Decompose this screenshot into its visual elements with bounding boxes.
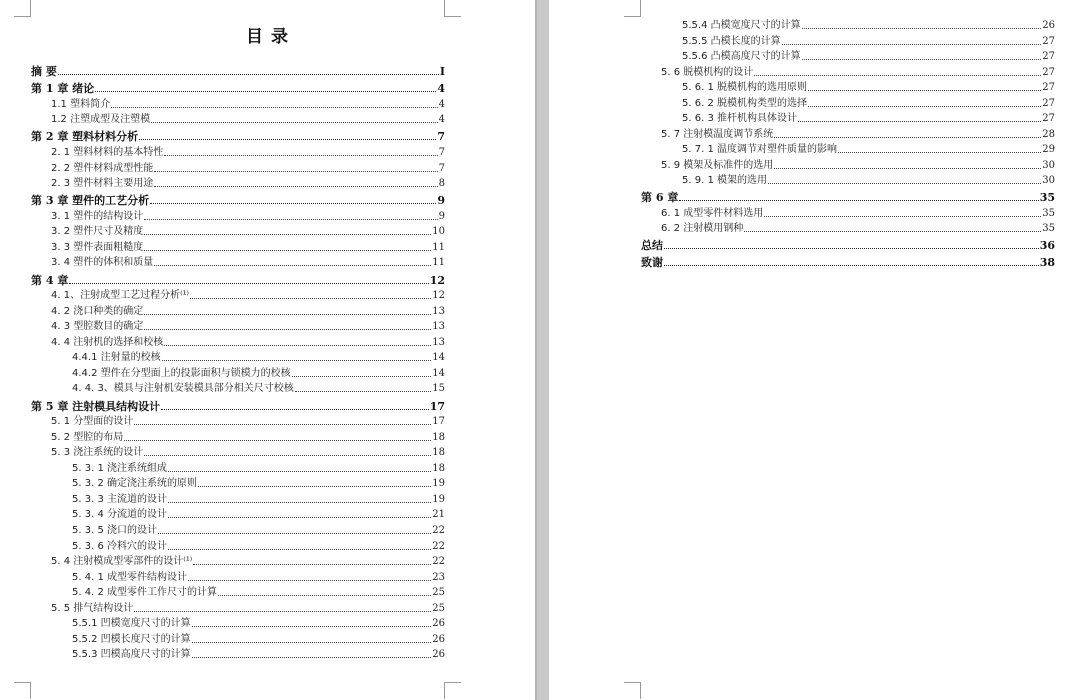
toc-entry-title: 4. 4. 3、模具与注射机安装模具部分相关尺寸校核 xyxy=(72,383,294,395)
toc-entry-title: 5. 1 分型面的设计 xyxy=(51,416,134,428)
toc-entry[interactable] xyxy=(641,255,1055,270)
toc-leader-dots xyxy=(161,408,429,410)
toc-page-number: 12 xyxy=(429,273,445,287)
toc-leader-dots xyxy=(168,548,431,550)
toc-leader-dots xyxy=(292,375,432,377)
toc-page-number: 7 xyxy=(438,162,445,174)
toc-entry[interactable] xyxy=(682,142,1055,157)
crop-mark-bottom-left xyxy=(624,682,641,699)
toc-entry[interactable] xyxy=(51,224,445,239)
toc-page-number: 7 xyxy=(438,146,445,158)
toc-leader-dots xyxy=(150,202,436,204)
toc-entry-title: 第 5 章 注射模具结构设计 xyxy=(31,399,161,413)
toc-leader-dots xyxy=(154,264,431,266)
toc-leader-dots xyxy=(154,170,437,172)
toc-page-number: 7 xyxy=(437,130,445,144)
toc-entry-title: 1.2 注塑成型及注塑模 xyxy=(51,114,151,126)
toc-entry-title: 2. 3 塑件材料主要用途 xyxy=(51,178,154,190)
toc-entry[interactable] xyxy=(31,273,445,288)
toc-entry[interactable] xyxy=(51,304,445,319)
toc-page-number: 35 xyxy=(1042,223,1055,235)
toc-entry-title: 5. 3 浇注系统的设计 xyxy=(51,447,144,459)
toc-leader-dots xyxy=(144,313,431,315)
toc-leader-dots xyxy=(144,328,431,330)
toc-leader-dots xyxy=(111,106,438,108)
toc-page-number: 30 xyxy=(1042,159,1055,171)
toc-entry-title: 第 2 章 塑料材料分析 xyxy=(31,130,139,144)
toc-leader-dots xyxy=(679,199,1038,201)
toc-entry[interactable] xyxy=(51,319,445,334)
toc-page-number: 12 xyxy=(432,290,445,302)
toc-leader-dots xyxy=(802,27,1042,29)
toc-page-number: 19 xyxy=(432,478,445,490)
toc-entry[interactable] xyxy=(72,616,445,631)
toc-page-number: 23 xyxy=(432,571,445,583)
toc-leader-dots xyxy=(69,282,428,284)
toc-entry[interactable] xyxy=(682,173,1055,188)
toc-entry[interactable] xyxy=(72,632,445,647)
toc-leader-dots xyxy=(164,344,431,346)
toc-entry-title: 5. 6. 2 脱模机构类型的选择 xyxy=(682,97,807,109)
toc-leader-dots xyxy=(168,516,431,518)
toc-entry-title: 总结 xyxy=(641,239,663,253)
toc-page-number: 38 xyxy=(1039,256,1055,270)
toc-leader-dots xyxy=(744,230,1041,232)
toc-entry[interactable] xyxy=(51,145,445,160)
toc-entry-title: 5. 9. 1 模架的选用 xyxy=(682,175,767,186)
toc-page-number: 19 xyxy=(432,493,445,505)
toc-entry[interactable] xyxy=(661,206,1055,221)
toc-entry-title: 5. 9 模架及标准件的选用 xyxy=(661,159,774,171)
toc-entry[interactable] xyxy=(51,430,445,445)
toc-page-number: 4 xyxy=(438,114,445,126)
toc-page-number: 11 xyxy=(432,241,445,253)
toc-leader-dots xyxy=(768,182,1041,184)
toc-page-number: 25 xyxy=(432,602,445,614)
toc-leader-dots xyxy=(158,532,431,534)
toc-entry-title: 5. 6. 1 脱模机构的选用原则 xyxy=(682,82,807,93)
toc-leader-dots xyxy=(798,120,1041,122)
crop-mark-top-left xyxy=(624,0,641,17)
toc-entry-title: 2. 1 塑料材料的基本特性 xyxy=(51,146,164,158)
toc-leader-dots xyxy=(802,58,1042,60)
toc-entry-title: 6. 1 成型零件材料选用 xyxy=(661,207,764,219)
toc-page-number: 18 xyxy=(432,447,445,459)
toc-leader-dots xyxy=(144,454,431,456)
toc-entry-title: 5. 7. 1 温度调节对塑件质量的影响 xyxy=(682,144,837,155)
toc-entry-title: 5.5.3 凹模高度尺寸的计算 xyxy=(72,649,191,661)
toc-entry[interactable] xyxy=(51,288,445,303)
toc-entry[interactable] xyxy=(72,539,445,554)
toc-entry-title: 5. 3. 3 主流道的设计 xyxy=(72,493,167,505)
toc-entry[interactable] xyxy=(661,127,1055,142)
toc-page-number: 17 xyxy=(432,416,445,428)
toc-page-number: 9 xyxy=(438,210,445,222)
toc-entry-title: 4. 4 注射机的选择和校核 xyxy=(51,336,164,348)
toc-leader-dots xyxy=(754,74,1041,76)
toc-leader-dots xyxy=(58,73,439,75)
toc-entry-title: 3. 1 塑件的结构设计 xyxy=(51,210,144,222)
toc-leader-dots xyxy=(144,233,431,235)
toc-page-number: 25 xyxy=(432,587,445,599)
toc-entry-title: 4. 1、注射成型工艺过程分析⁽¹⁾ xyxy=(51,290,190,302)
toc-entry-title: 4.4.1 注射量的校核 xyxy=(72,352,161,364)
toc-entry-title: 第 1 章 绪论 xyxy=(31,82,95,96)
toc-page-number: 27 xyxy=(1042,97,1055,109)
toc-entry-title: 第 6 章 xyxy=(641,191,679,205)
toc-entry[interactable] xyxy=(51,176,445,191)
toc-entry-title: 3. 3 塑件表面粗糙度 xyxy=(51,241,144,253)
toc-entry[interactable] xyxy=(72,366,445,381)
toc-entry[interactable] xyxy=(682,111,1055,126)
toc-entry-title: 4. 3 型腔数目的确定 xyxy=(51,321,144,333)
toc-entry-title: 摘 要 xyxy=(31,65,57,78)
page-gutter xyxy=(535,0,549,700)
toc-entry[interactable] xyxy=(72,523,445,538)
toc-page-number: 27 xyxy=(1042,82,1055,93)
toc-entry[interactable] xyxy=(51,601,445,616)
toc-leader-dots xyxy=(774,136,1041,138)
toc-entry[interactable] xyxy=(682,80,1055,95)
toc-page-number: 13 xyxy=(432,321,445,333)
toc-entry[interactable] xyxy=(51,335,445,350)
toc-leader-dots xyxy=(774,167,1041,169)
toc-leader-dots xyxy=(144,249,431,251)
toc-entry-title: 5. 7 注射模温度调节系统 xyxy=(661,128,774,140)
toc-page-number: 26 xyxy=(432,649,445,661)
toc-page-number: 4 xyxy=(437,82,445,96)
toc-entry[interactable] xyxy=(51,209,445,224)
toc-page-number: 27 xyxy=(1042,51,1055,62)
toc-page-number: 14 xyxy=(432,352,445,364)
toc-leader-dots xyxy=(198,485,431,487)
toc-leader-dots xyxy=(192,641,432,643)
toc-page-number: 29 xyxy=(1042,144,1055,155)
toc-leader-dots xyxy=(139,138,436,140)
toc-entry-title: 1.1 塑料简介 xyxy=(51,98,111,110)
toc-entry[interactable] xyxy=(72,461,445,476)
toc-entry[interactable] xyxy=(641,238,1055,253)
toc-entry[interactable] xyxy=(72,492,445,507)
toc-leader-dots xyxy=(162,359,432,361)
toc-page-number: 11 xyxy=(432,257,445,269)
toc-entry-title: 5. 4. 2 成型零件工作尺寸的计算 xyxy=(72,587,217,599)
crop-mark-top-left xyxy=(14,0,31,17)
toc-entry-title: 5. 3. 6 冷料穴的设计 xyxy=(72,540,167,552)
document-page-right xyxy=(549,0,1066,700)
toc-page-number: 27 xyxy=(1042,113,1055,124)
toc-entry-title: 5.5.5 凸模长度的计算 xyxy=(682,35,781,47)
toc-leader-dots xyxy=(144,218,437,220)
toc-page-number: 22 xyxy=(432,556,445,568)
toc-entry[interactable] xyxy=(51,97,445,112)
toc-entry[interactable] xyxy=(31,81,445,96)
toc-entry[interactable] xyxy=(51,414,445,429)
toc-entry-title: 5. 3. 1 浇注系统组成 xyxy=(72,462,167,474)
toc-entry-title: 4. 2 浇口种类的确定 xyxy=(51,305,144,317)
toc-entry[interactable] xyxy=(72,585,445,600)
toc-entry[interactable] xyxy=(682,34,1055,49)
toc-page-number: 21 xyxy=(432,509,445,521)
crop-mark-bottom-left xyxy=(14,682,31,699)
toc-entry-title: 5. 5 排气结构设计 xyxy=(51,602,134,614)
toc-page-number: 26 xyxy=(432,618,445,630)
toc-leader-dots xyxy=(134,610,431,612)
toc-entry[interactable] xyxy=(661,221,1055,236)
toc-entry[interactable] xyxy=(682,18,1055,33)
toc-entry[interactable] xyxy=(31,129,445,144)
toc-entry[interactable] xyxy=(641,190,1055,205)
toc-leader-dots xyxy=(192,625,432,627)
toc-leader-dots xyxy=(808,89,1041,91)
toc-entry[interactable] xyxy=(661,65,1055,80)
toc-entry[interactable] xyxy=(51,554,445,569)
toc-page-number: 18 xyxy=(432,431,445,443)
toc-entry[interactable] xyxy=(72,476,445,491)
toc-entry-title: 5.5.1 凹模宽度尺寸的计算 xyxy=(72,618,191,630)
toc-leader-dots xyxy=(764,215,1041,217)
toc-entry-title: 5. 3. 4 分流道的设计 xyxy=(72,509,167,521)
toc-page-number: 22 xyxy=(432,540,445,552)
toc-page-number: 9 xyxy=(437,194,445,208)
toc-page-number: 4 xyxy=(438,98,445,110)
toc-entry-title: 致谢 xyxy=(641,256,663,270)
toc-page-number: 8 xyxy=(438,178,445,190)
toc-leader-dots xyxy=(95,90,436,92)
toc-page-number: 27 xyxy=(1042,35,1055,47)
toc-entry-title: 3. 2 塑件尺寸及精度 xyxy=(51,226,144,238)
toc-leader-dots xyxy=(218,594,431,596)
toc-entry-title: 5. 6 脱模机构的设计 xyxy=(661,66,754,78)
toc-page-number: 36 xyxy=(1039,239,1055,253)
toc-entry[interactable] xyxy=(72,570,445,585)
toc-entry[interactable] xyxy=(72,381,445,396)
toc-entry[interactable] xyxy=(51,112,445,127)
toc-page-number: 35 xyxy=(1042,207,1055,219)
toc-entry[interactable] xyxy=(661,158,1055,173)
toc-leader-dots xyxy=(188,579,431,581)
toc-leader-dots xyxy=(164,154,437,156)
toc-page-number: 26 xyxy=(1042,20,1055,31)
toc-title: 目 录 xyxy=(246,27,289,47)
toc-leader-dots xyxy=(154,185,437,187)
crop-mark-bottom-right xyxy=(444,682,461,699)
toc-page-number: 13 xyxy=(432,336,445,348)
toc-leader-dots xyxy=(168,470,431,472)
toc-leader-dots xyxy=(192,656,432,658)
toc-leader-dots xyxy=(664,247,1039,249)
toc-page-number: 17 xyxy=(429,399,445,413)
toc-entry-title: 5.5.4 凸模宽度尺寸的计算 xyxy=(682,20,801,31)
toc-entry-title: 5. 2 型腔的布局 xyxy=(51,431,124,443)
toc-leader-dots xyxy=(664,264,1039,266)
toc-entry[interactable] xyxy=(31,193,445,208)
toc-leader-dots xyxy=(134,423,431,425)
toc-entry[interactable] xyxy=(51,240,445,255)
toc-entry[interactable] xyxy=(51,255,445,270)
toc-entry-title: 5.5.2 凹模长度尺寸的计算 xyxy=(72,633,191,645)
toc-page-number: I xyxy=(439,65,445,78)
toc-entry-title: 3. 4 塑件的体积和质量 xyxy=(51,257,154,269)
toc-page-number: 30 xyxy=(1042,175,1055,186)
toc-entry[interactable] xyxy=(72,507,445,522)
toc-entry-title: 5. 4 注射模成型零部件的设计⁽¹⁾ xyxy=(51,556,193,568)
toc-page-number: 27 xyxy=(1042,66,1055,78)
crop-mark-top-right xyxy=(444,0,461,17)
toc-leader-dots xyxy=(295,390,431,392)
toc-leader-dots xyxy=(151,121,438,123)
toc-entry-title: 5. 3. 2 确定浇注系统的原则 xyxy=(72,478,197,490)
toc-entry-title: 6. 2 注射模用钢种 xyxy=(661,223,744,235)
toc-entry-title: 5.5.6 凸模高度尺寸的计算 xyxy=(682,51,801,62)
toc-entry[interactable] xyxy=(682,49,1055,64)
toc-page-number: 28 xyxy=(1042,128,1055,140)
toc-page-number: 35 xyxy=(1039,191,1055,205)
toc-entry[interactable] xyxy=(51,445,445,460)
toc-page-number: 15 xyxy=(432,383,445,395)
toc-page-number: 14 xyxy=(432,367,445,379)
toc-entry-title: 第 3 章 塑件的工艺分析 xyxy=(31,194,150,208)
toc-leader-dots xyxy=(190,297,431,299)
toc-page-number: 22 xyxy=(432,524,445,536)
toc-entry[interactable] xyxy=(72,647,445,662)
toc-entry-title: 2. 2 塑件材料成型性能 xyxy=(51,162,154,174)
toc-entry[interactable] xyxy=(682,96,1055,111)
toc-page-number: 13 xyxy=(432,305,445,317)
toc-entry-title: 4.4.2 塑件在分型面上的投影面积与锁模力的校核 xyxy=(72,367,291,379)
toc-page-number: 26 xyxy=(432,633,445,645)
toc-leader-dots xyxy=(168,501,431,503)
toc-leader-dots xyxy=(124,439,431,441)
toc-leader-dots xyxy=(193,563,431,565)
toc-leader-dots xyxy=(838,151,1041,153)
toc-entry[interactable] xyxy=(51,161,445,176)
toc-entry[interactable] xyxy=(31,399,445,414)
toc-leader-dots xyxy=(782,43,1042,45)
toc-entry-title: 5. 6. 3 推杆机构具体设计 xyxy=(682,113,797,124)
toc-leader-dots xyxy=(808,105,1041,107)
toc-page-number: 10 xyxy=(432,226,445,238)
toc-entry-title: 5. 3. 5 浇口的设计 xyxy=(72,524,157,536)
toc-entry[interactable] xyxy=(72,350,445,365)
toc-page-number: 18 xyxy=(432,462,445,474)
toc-entry[interactable] xyxy=(31,64,445,79)
toc-entry-title: 第 4 章 xyxy=(31,273,69,287)
toc-entry-title: 5. 4. 1 成型零件结构设计 xyxy=(72,571,187,583)
